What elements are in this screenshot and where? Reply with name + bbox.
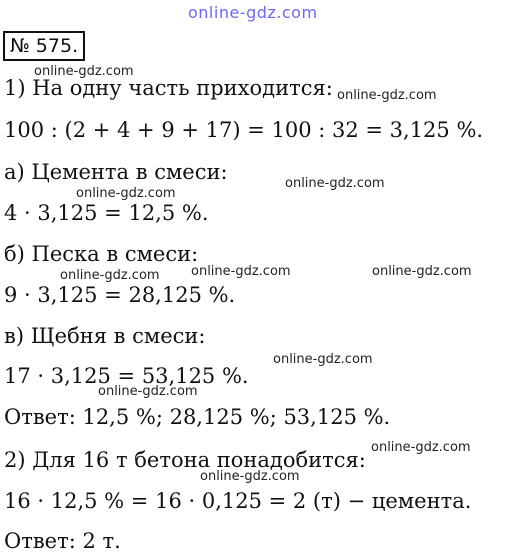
watermark: online-gdz.com [98, 384, 198, 399]
watermark: online-gdz.com [60, 268, 160, 283]
solution-line-2: 100 : (2 + 4 + 9 + 17) = 100 : 32 = 3,125 %. [4, 118, 484, 142]
watermark: online-gdz.com [34, 64, 134, 79]
solution-line-5: б) Песка в смеси: [4, 242, 199, 266]
solution-line-1: 1) На одну часть приходится: [4, 76, 333, 100]
watermark: online-gdz.com [337, 88, 437, 103]
solution-line-11: 16 · 12,5 % = 16 · 0,125 = 2 (т) − цемента. [4, 489, 472, 513]
solution-line-4: 4 · 3,125 = 12,5 %. [4, 201, 209, 225]
watermark: online-gdz.com [76, 186, 176, 201]
watermark: online-gdz.com [372, 264, 472, 279]
solution-line-8: 17 · 3,125 = 53,125 %. [4, 364, 249, 388]
solution-line-10: 2) Для 16 т бетона понадобится: [4, 448, 366, 472]
solution-line-3: а) Цемента в смеси: [4, 160, 228, 184]
watermark: online-gdz.com [285, 176, 385, 191]
watermark: online-gdz.com [273, 352, 373, 367]
problem-number: № 575. [3, 31, 85, 61]
solution-line-12: Ответ: 2 т. [4, 529, 121, 553]
watermark: online-gdz.com [200, 469, 300, 484]
watermark: online-gdz.com [371, 440, 471, 455]
solution-line-6: 9 · 3,125 = 28,125 %. [4, 283, 236, 307]
solution-line-7: в) Щебня в смеси: [4, 324, 206, 348]
solution-line-9: Ответ: 12,5 %; 28,125 %; 53,125 %. [4, 405, 391, 429]
watermark: online-gdz.com [191, 264, 291, 279]
watermark-top: online-gdz.com [188, 3, 318, 22]
